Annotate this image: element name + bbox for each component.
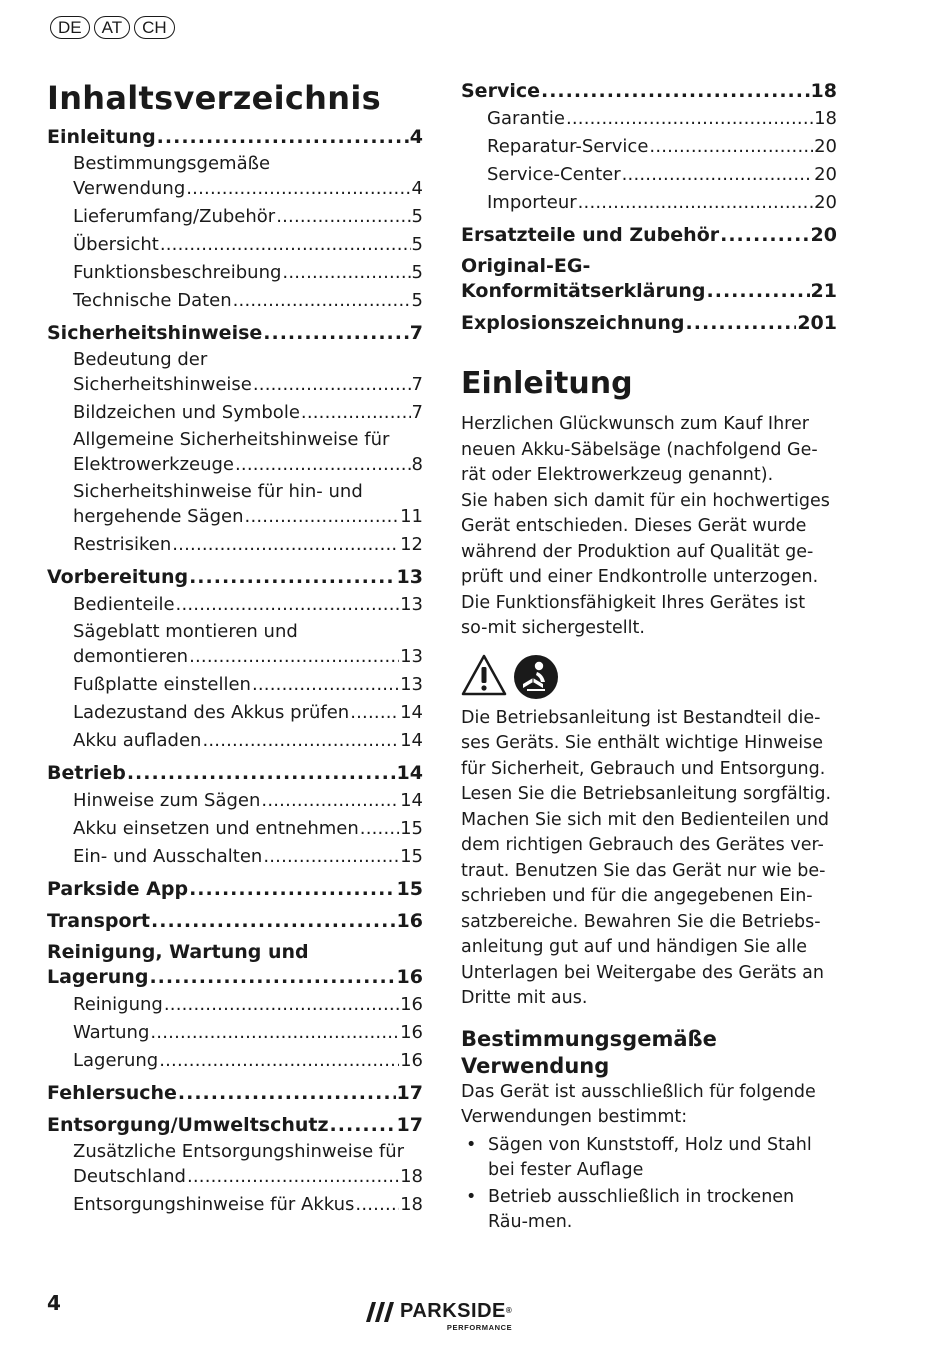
country-badge-at: AT <box>94 16 130 39</box>
toc-entry-label: Ladezustand des Akkus prüfen <box>73 702 350 723</box>
toc-leader-dots <box>253 372 411 398</box>
toc-chapter-6 <box>461 254 837 304</box>
toc-subentry-15 <box>47 672 423 698</box>
toc-entry-label: Akku aufladen <box>73 730 202 751</box>
left-column <box>47 76 423 1218</box>
toc-subentry-14 <box>47 620 423 670</box>
toc-subentry-7 <box>47 348 423 398</box>
toc-subentry-8 <box>47 400 423 426</box>
toc-subentry-25 <box>47 992 423 1018</box>
toc-leader-dots <box>707 278 810 304</box>
subsection-title-bestimmung: Bestimmungsgemäße Verwendung <box>461 1026 717 1078</box>
brand-subline: PERFORMANCE <box>446 1323 513 1332</box>
toc-entry-label: Hinweise zum Sägen <box>73 790 261 811</box>
toc-leader-dots <box>263 844 399 870</box>
toc-leader-dots <box>649 134 813 160</box>
toc-subentry-31 <box>47 1192 423 1218</box>
toc-leader-dots <box>578 190 813 216</box>
toc-entry-page: 20 <box>814 136 837 157</box>
toc-leader-dots <box>252 672 399 698</box>
toc-entry-page: 17 <box>396 1114 423 1136</box>
toc-chapter-12 <box>47 564 423 590</box>
toc-entry-label: Akku einsetzen und entnehmen <box>73 818 359 839</box>
toc-subentry-26 <box>47 1020 423 1046</box>
toc-entry-page: 7 <box>411 402 423 423</box>
quality-paragraph: Sie haben sich damit für ein hochwertiges Gerät entschieden. Dieses Gerät wurde während der Produktion auf Qualität ge-prüft und einer Endkontrolle unterzogen. Die Funktionsfähigkeit Ihres Gerätes ist so-mit sichergestellt. <box>461 490 830 638</box>
toc-leader-dots <box>189 564 395 590</box>
toc-leader-dots <box>172 532 399 558</box>
toc-entry-label: Einleitung <box>47 126 156 148</box>
toc-entry-page: 5 <box>411 234 423 255</box>
toc-subentry-2 <box>47 204 423 230</box>
brand-name: PARKSIDE® <box>400 1300 513 1322</box>
toc-entry-page: 8 <box>411 454 423 475</box>
toc-entry-label: Service-Center <box>487 164 621 185</box>
toc-entry-label: Service <box>461 80 540 102</box>
toc-entry-page: 20 <box>810 224 837 246</box>
toc-subentry-21 <box>47 844 423 870</box>
toc-entry-first-line: Sicherheitshinweise für hin- und <box>73 481 363 502</box>
toc-entry-label: Übersicht <box>73 234 159 255</box>
usage-list <box>461 1133 837 1236</box>
toc-leader-dots <box>149 964 395 990</box>
toc-entry-page: 13 <box>400 674 423 695</box>
toc-entry-page: 7 <box>409 322 423 344</box>
toc-chapter-0 <box>461 78 837 104</box>
toc-chapter-0 <box>47 124 423 150</box>
toc-subentry-11 <box>47 532 423 558</box>
toc-title: Inhaltsverzeichnis <box>47 79 381 117</box>
country-badge-de: DE <box>50 16 90 39</box>
toc-subentry-5 <box>47 288 423 314</box>
toc-leader-dots <box>189 876 395 902</box>
toc-leader-dots <box>263 320 408 346</box>
toc-entry-page: 18 <box>810 80 837 102</box>
toc-leader-dots <box>720 222 809 248</box>
toc-subentry-3 <box>461 162 837 188</box>
toc-entry-first-line: Original-EG- <box>461 255 591 277</box>
toc-entry-label: demontieren <box>73 646 189 667</box>
toc-leader-dots <box>202 728 399 754</box>
toc-entry-page: 16 <box>396 966 423 988</box>
right-column <box>461 76 837 1237</box>
list-item: • Sägen von Kunststoff, Holz und Stahl bei fester Auflage <box>461 1133 837 1184</box>
toc-entry-page: 7 <box>411 374 423 395</box>
toc-leader-dots <box>159 1048 399 1074</box>
toc-leader-dots <box>127 760 396 786</box>
toc-entry-label: Elektrowerkzeuge <box>73 454 234 475</box>
toc-leader-dots <box>245 504 400 530</box>
toc-entry-label: Sicherheitshinweise <box>73 374 252 395</box>
toc-entry-page: 5 <box>411 290 423 311</box>
toc-entry-page: 17 <box>396 1082 423 1104</box>
toc-entry-page: 15 <box>396 878 423 900</box>
toc-leader-dots <box>157 124 409 150</box>
toc-entry-page: 20 <box>814 192 837 213</box>
toc-leader-dots <box>178 1080 396 1106</box>
toc-leader-dots <box>355 1192 399 1218</box>
toc-subentry-30 <box>47 1140 423 1190</box>
toc-leader-dots <box>566 106 813 132</box>
toc-entry-label: Vorbereitung <box>47 566 189 588</box>
toc-chapter-24 <box>47 940 423 990</box>
intro-paragraph: Herzlichen Glückwunsch zum Kauf Ihrer neuen Akku-Säbelsäge (nachfolgend Ge-rät oder Elektrowerkzeug genannt). <box>461 414 818 485</box>
toc-chapter-23 <box>47 908 423 934</box>
toc-entry-page: 14 <box>400 702 423 723</box>
toc-leader-dots <box>686 310 797 336</box>
read-manual-icon <box>513 654 559 700</box>
toc-entry-page: 14 <box>396 762 423 784</box>
toc-entry-page: 15 <box>400 846 423 867</box>
toc-leader-dots <box>235 452 411 478</box>
toc-leader-dots <box>151 908 396 934</box>
toc-entry-label: Deutschland <box>73 1166 186 1187</box>
toc-entry-page: 5 <box>411 206 423 227</box>
toc-entry-label: Ein- und Ausschalten <box>73 846 263 867</box>
page-number: 4 <box>47 1291 61 1315</box>
toc-entry-page: 14 <box>400 790 423 811</box>
toc-entry-label: Lieferumfang/Zubehör <box>73 206 276 227</box>
toc-entry-page: 16 <box>400 1050 423 1071</box>
manual-paragraph: Die Betriebsanleitung ist Bestandteil die-ses Geräts. Sie enthält wichtige Hinweise für Sicherheit, Gebrauch und Entsorgung. Lesen Sie die Betriebsanleitung sorgfältig. Machen Sie sich mit den Bedienteilen und dem richtigen Gebrauch des Gerätes ver-traut. Benutzen Sie das Gerät nur wie be-schrieben und für die angegebenen Ein-satzbereiche. Bewahren Sie die Betriebs-anleitung gut auf und händigen Sie alle Unterlagen bei Weitergabe des Geräts an Dritte mit aus. <box>461 707 832 1008</box>
toc-leader-dots <box>301 400 411 426</box>
list-item: • Betrieb ausschließlich in trockenen Räu-men. <box>461 1185 837 1236</box>
toc-leader-dots <box>622 162 813 188</box>
toc-entry-label: Technische Daten <box>73 290 232 311</box>
toc-chapter-18 <box>47 760 423 786</box>
toc-entry-page: 5 <box>411 262 423 283</box>
toc-entry-page: 18 <box>814 108 837 129</box>
toc-subentry-10 <box>47 480 423 530</box>
toc-subentry-13 <box>47 592 423 618</box>
toc-entry-label: Entsorgung/Umweltschutz <box>47 1114 329 1136</box>
toc-entry-label: Lagerung <box>73 1050 159 1071</box>
toc-subentry-1 <box>461 106 837 132</box>
toc-subentry-3 <box>47 232 423 258</box>
toc-subentry-17 <box>47 728 423 754</box>
toc-list-left <box>47 124 423 1218</box>
toc-entry-label: Fehlersuche <box>47 1082 177 1104</box>
toc-leader-dots <box>261 788 399 814</box>
toc-entry-page: 12 <box>400 534 423 555</box>
toc-subentry-27 <box>47 1048 423 1074</box>
toc-chapter-22 <box>47 876 423 902</box>
toc-leader-dots <box>233 288 411 314</box>
toc-entry-page: 15 <box>400 818 423 839</box>
toc-subentry-19 <box>47 788 423 814</box>
toc-entry-label: Explosionszeichnung <box>461 312 685 334</box>
toc-entry-page: 16 <box>400 994 423 1015</box>
safety-icons <box>461 654 837 700</box>
toc-chapter-28 <box>47 1080 423 1106</box>
toc-leader-dots <box>186 176 410 202</box>
toc-leader-dots <box>187 1164 399 1190</box>
toc-entry-label: Bildzeichen und Symbole <box>73 402 300 423</box>
toc-entry-label: Betrieb <box>47 762 126 784</box>
toc-entry-page: 13 <box>396 566 423 588</box>
toc-entry-label: Reinigung <box>73 994 163 1015</box>
toc-subentry-2 <box>461 134 837 160</box>
toc-entry-page: 13 <box>400 594 423 615</box>
toc-chapter-5 <box>461 222 837 248</box>
toc-leader-dots <box>276 204 410 230</box>
toc-list-right <box>461 78 837 336</box>
toc-entry-page: 20 <box>814 164 837 185</box>
toc-chapter-7 <box>461 310 837 336</box>
toc-entry-label: Fußplatte einstellen <box>73 674 251 695</box>
toc-entry-page: 4 <box>409 126 423 148</box>
toc-entry-page: 16 <box>400 1022 423 1043</box>
toc-entry-page: 13 <box>400 646 423 667</box>
toc-leader-dots <box>330 1112 396 1138</box>
toc-entry-page: 21 <box>810 280 837 302</box>
toc-entry-label: Wartung <box>73 1022 150 1043</box>
toc-entry-label: Bedienteile <box>73 594 175 615</box>
toc-entry-first-line: Sägeblatt montieren und <box>73 621 298 642</box>
toc-subentry-1 <box>47 152 423 202</box>
toc-leader-dots <box>160 232 411 258</box>
toc-entry-first-line: Zusätzliche Entsorgungshinweise für <box>73 1141 405 1162</box>
toc-entry-page: 11 <box>400 506 423 527</box>
toc-entry-page: 14 <box>400 730 423 751</box>
toc-entry-first-line: Allgemeine Sicherheitshinweise für <box>73 429 390 450</box>
toc-chapter-29 <box>47 1112 423 1138</box>
toc-entry-page: 4 <box>411 178 423 199</box>
country-codes <box>50 16 175 39</box>
toc-leader-dots <box>189 644 399 670</box>
toc-entry-label: Restrisiken <box>73 534 172 555</box>
toc-leader-dots <box>150 1020 399 1046</box>
toc-subentry-20 <box>47 816 423 842</box>
section-title-einleitung: Einleitung <box>461 366 633 401</box>
brand-slashes-icon <box>366 1301 394 1323</box>
toc-entry-label: hergehende Sägen <box>73 506 244 527</box>
toc-leader-dots <box>541 78 810 104</box>
brand-logo <box>366 1300 512 1332</box>
toc-entry-first-line: Bestimmungsgemäße <box>73 153 271 174</box>
toc-entry-label: Funktionsbeschreibung <box>73 262 282 283</box>
toc-subentry-9 <box>47 428 423 478</box>
toc-leader-dots <box>282 260 410 286</box>
toc-subentry-4 <box>47 260 423 286</box>
toc-entry-label: Ersatzteile und Zubehör <box>461 224 720 246</box>
toc-entry-label: Reparatur-Service <box>487 136 649 157</box>
toc-subentry-16 <box>47 700 423 726</box>
toc-entry-label: Lagerung <box>47 966 149 988</box>
toc-leader-dots <box>350 700 399 726</box>
toc-entry-label: Importeur <box>487 192 577 213</box>
toc-entry-label: Verwendung <box>73 178 186 199</box>
toc-entry-label: Garantie <box>487 108 565 129</box>
toc-entry-label: Sicherheitshinweise <box>47 322 263 344</box>
toc-entry-label: Transport <box>47 910 151 932</box>
toc-entry-label: Konformitätserklärung <box>461 280 706 302</box>
toc-entry-page: 201 <box>797 312 837 334</box>
toc-entry-first-line: Bedeutung der <box>73 349 208 370</box>
warning-triangle-icon <box>461 654 507 696</box>
toc-chapter-6 <box>47 320 423 346</box>
toc-leader-dots <box>176 592 400 618</box>
toc-subentry-4 <box>461 190 837 216</box>
toc-entry-page: 18 <box>400 1166 423 1187</box>
toc-entry-first-line: Reinigung, Wartung und <box>47 941 309 963</box>
toc-entry-page: 16 <box>396 910 423 932</box>
toc-entry-page: 18 <box>400 1194 423 1215</box>
toc-leader-dots <box>360 816 399 842</box>
country-badge-ch: CH <box>134 16 175 39</box>
usage-intro: Das Gerät ist ausschließlich für folgende Verwendungen bestimmt: <box>461 1081 816 1127</box>
toc-entry-label: Parkside App <box>47 878 189 900</box>
toc-leader-dots <box>164 992 399 1018</box>
toc-entry-label: Entsorgungshinweise für Akkus <box>73 1194 355 1215</box>
